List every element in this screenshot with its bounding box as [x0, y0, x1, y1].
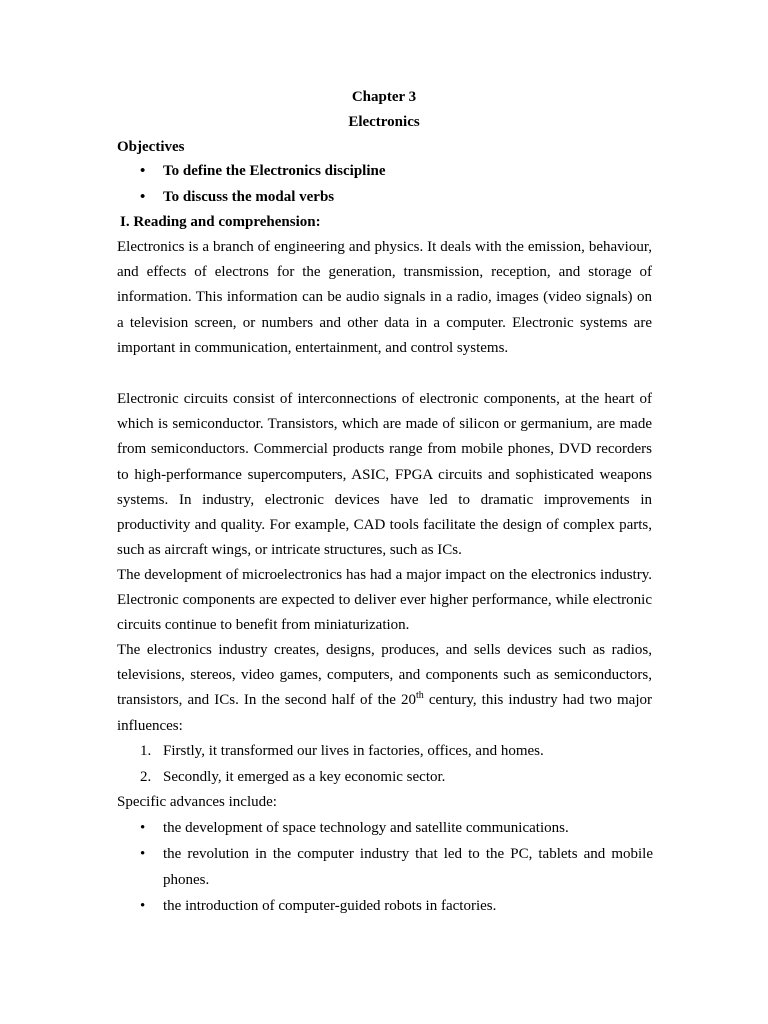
list-number: 2.	[140, 769, 152, 785]
paragraph-circuits: Electronic circuits consist of interconnections of electronic components, at the heart of which is semiconductor. Transistors, which are made of silicon or germanium, are made from semiconductors. Commercial products range from mobile phones, DVD recorders to high-performance supercomputers, ASIC, FPGA circuits and sophisticated weapons systems. In industry, electronic devices have led to dramatic improvements in productivity and quality. For example, CAD tools facilitate the design of complex parts, such as aircraft wings, or intricate structures, such as ICs.	[117, 391, 652, 559]
paragraph-industry-text-end: century, this industry had two major influences:	[117, 692, 652, 734]
advance-text: the revolution in the computer industry that led to the PC, tablets and mobile phones.	[163, 846, 653, 888]
advance-text: the introduction of computer-guided robots in factories.	[163, 898, 497, 914]
chapter-title: Electronics	[348, 114, 420, 130]
chapter-label: Chapter 3	[351, 89, 417, 105]
bullet-icon: •	[140, 898, 146, 914]
objective-text: To discuss the modal verbs	[163, 189, 335, 205]
bullet-icon: •	[140, 846, 146, 862]
objectives-heading: Objectives	[117, 139, 185, 155]
section-heading: I. Reading and comprehension:	[120, 214, 321, 230]
paragraph-microelectronics: The development of microelectronics has had a major impact on the electronics industry. Electronic components are expected to deliver ever higher performance, while electronic circuits continue to benefit from miniaturization.	[117, 567, 652, 634]
bullet-icon: •	[140, 163, 146, 179]
advance-text: the development of space technology and satellite communications.	[163, 820, 569, 836]
ordinal-superscript: th	[415, 690, 424, 702]
bullet-icon: •	[140, 189, 146, 205]
paragraph-intro: Electronics is a branch of engineering and physics. It deals with the emission, behaviour, and effects of electrons for the generation, transmission, reception, and storage of information. This information can be audio signals in a radio, images (video signals) on a television screen, or numbers and other data in a computer. Electronic systems are important in communication, entertainment, and control systems.	[117, 239, 652, 356]
paragraph-industry	[117, 638, 652, 739]
influence-text: Secondly, it emerged as a key economic sector.	[163, 769, 446, 785]
list-number: 1.	[140, 743, 152, 759]
advances-intro: Specific advances include:	[117, 794, 277, 810]
objective-text: To define the Electronics discipline	[163, 163, 386, 179]
influence-text: Firstly, it transformed our lives in factories, offices, and homes.	[163, 743, 544, 759]
bullet-icon: •	[140, 820, 146, 836]
paragraph-industry-text: The electronics industry creates, designs, produces, and sells devices such as radios, televisions, stereos, video games, computers, and components such as semiconductors, transistors, and ICs. In the second half of the 20	[117, 642, 652, 709]
